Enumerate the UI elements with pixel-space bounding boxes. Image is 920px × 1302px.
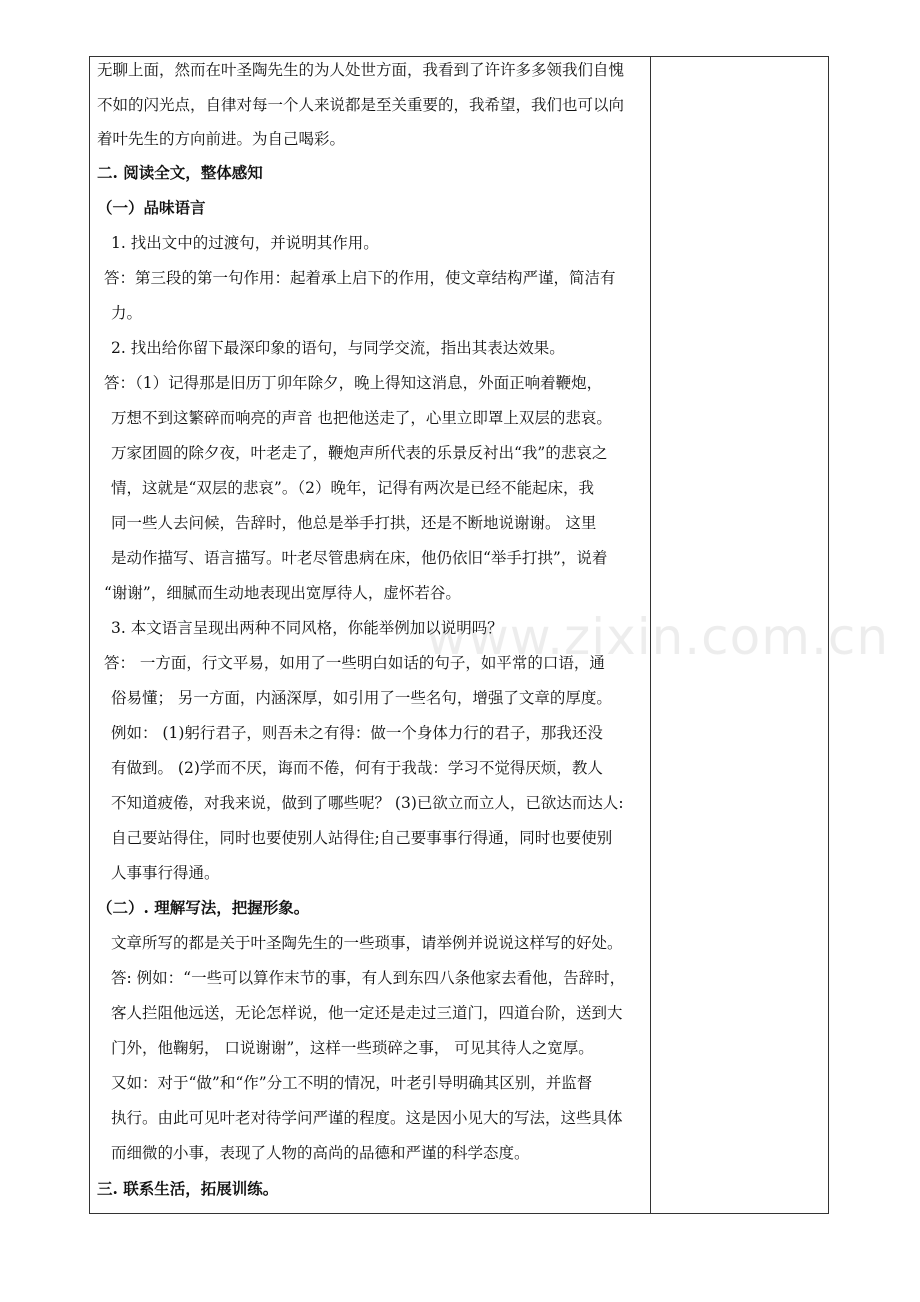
question-1: 1. 找出文中的过渡句，并说明其作用。 (111, 234, 379, 252)
answer-line: 万想不到这繁碎而响亮的声音 也把他送走了，心里立即罩上双层的悲哀。 (111, 409, 612, 427)
answer-line: 有做到。 (2)学而不厌，诲而不倦，何有于我哉：学习不觉得厌烦，教人 (111, 759, 603, 777)
subsection-heading: （一）品味语言 (97, 198, 206, 217)
answer-line: 情，这就是“双层的悲哀”。（2）晚年，记得有两次是已经不能起床，我 (111, 479, 594, 497)
answer-line: 答: 例如：“一些可以算作末节的事，有人到东四八条他家去看他，告辞时， (111, 969, 626, 987)
answer-line: 又如：对于“做”和“作”分工不明的情况，叶老引导明确其区别，并监督 (111, 1074, 593, 1092)
section-heading: 三. 联系生活，拓展训练。 (97, 1179, 279, 1198)
answer-line: 同一些人去问候，告辞时，他总是举手打拱，还是不断地说谢谢。 这里 (111, 514, 597, 532)
subsection-heading: （二）. 理解写法，把握形象。 (97, 898, 310, 917)
answer-line: 答：（1）记得那是旧历丁卯年除夕，晚上得知这消息，外面正响着鞭炮， (104, 374, 603, 392)
section-heading: 二. 阅读全文，整体感知 (97, 163, 263, 182)
answer-line: 例如： (1)躬行君子，则吾未之有得：做一个身体力行的君子，那我还没 (111, 724, 603, 742)
answer-line: 俗易懂； 另一方面，内涵深厚，如引用了一些名句，增强了文章的厚度。 (111, 689, 612, 707)
text-line: 不如的闪光点，自律对每一个人来说都是至关重要的，我希望，我们也可以向 (97, 96, 625, 114)
answer-line: 执行。由此可见叶老对待学问严谨的程度。这是因小见大的写法，这些具体 (111, 1109, 623, 1127)
answer-line: 答：第三段的第一句作用：起着承上启下的作用，使文章结构严谨，简洁有 (104, 269, 616, 287)
text-line: 无聊上面，然而在叶圣陶先生的为人处世方面，我看到了许许多多领我们自愧 (97, 61, 625, 79)
answer-line: 人事事行得通。 (111, 864, 220, 882)
answer-line: 而细微的小事，表现了人物的高尚的品德和严谨的科学态度。 (111, 1144, 530, 1162)
answer-line: 不知道疲倦，对我来说，做到了哪些呢？ (3)已欲立而立人，已欲达而达人: (111, 794, 624, 812)
answer-line: 是动作描写、语言描写。叶老尽管患病在床，他仍依旧“举手打拱”，说着 (111, 549, 608, 567)
watermark: www.zixin.com.cn (426, 608, 890, 666)
text-line: 着叶先生的方向前进。为自己喝彩。 (97, 130, 346, 148)
question-4: 文章所写的都是关于叶圣陶先生的一些琐事，请举例并说说这样写的好处。 (111, 934, 623, 952)
answer-line: 力。 (111, 304, 143, 322)
answer-line: “谢谢”，细腻而生动地表现出宽厚待人，虚怀若谷。 (104, 584, 461, 602)
answer-line: 万家团圆的除夕夜，叶老走了，鞭炮声所代表的乐景反衬出“我”的悲哀之 (111, 444, 608, 462)
answer-line: 自己要站得住，同时也要使别人站得住;自己要事事行得通，同时也要使别 (111, 829, 613, 847)
answer-line: 门外，他鞠躬， 口说谢谢”，这样一些琐碎之事， 可见其待人之宽厚。 (111, 1039, 594, 1057)
answer-line: 答： 一方面，行文平易，如用了一些明白如话的句子，如平常的口语，通 (104, 654, 605, 672)
answer-line: 客人拦阻他远送，无论怎样说，他一定还是走过三道门，四道台阶，送到大 (111, 1004, 623, 1022)
question-2: 2. 找出给你留下最深印象的语句，与同学交流，指出其表达效果。 (111, 339, 565, 357)
question-3: 3. 本文语言呈现出两种不同风格，你能举例加以说明吗？ (111, 619, 503, 637)
